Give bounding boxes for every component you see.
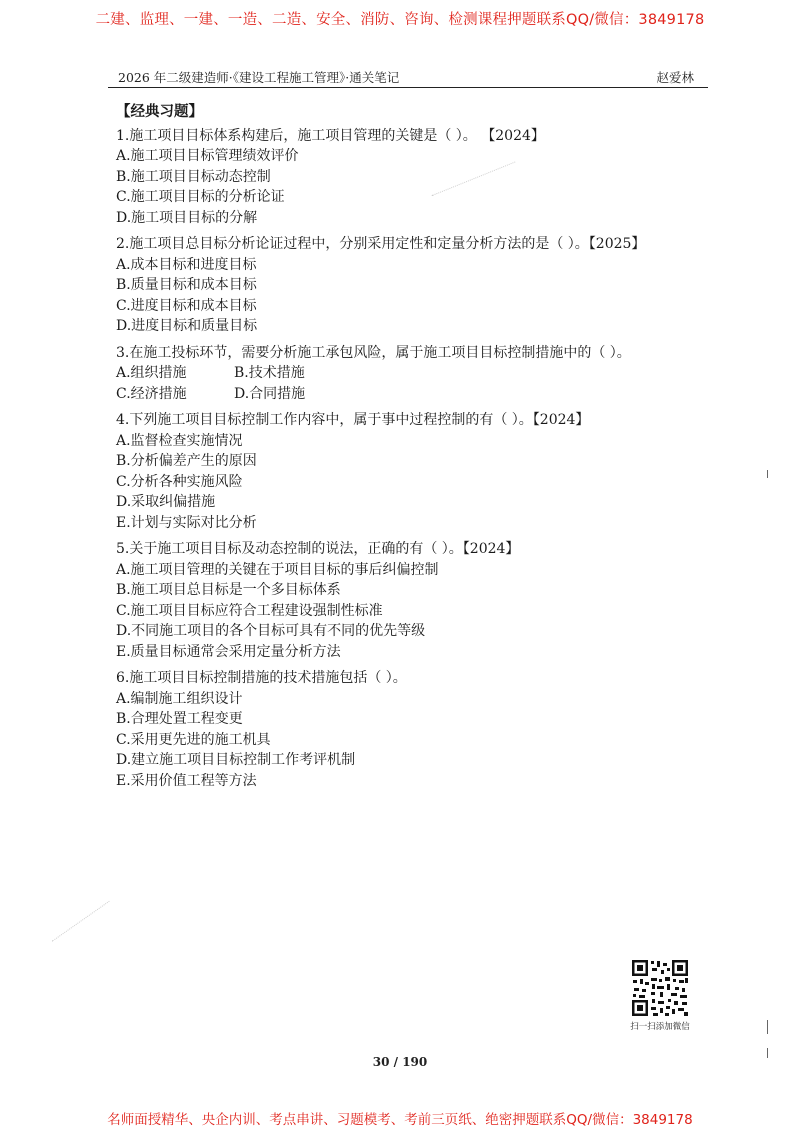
option-c: C.分析各种实施风险 — [116, 473, 243, 490]
option-b: B.施工项目目标动态控制 — [116, 168, 271, 185]
qr-code-icon — [630, 958, 690, 1018]
qr-caption: 扫一扫添加微信 — [630, 1022, 690, 1032]
option-b: B.技术措施 — [234, 365, 305, 381]
option-b: B.分析偏差产生的原因 — [116, 453, 257, 469]
question-stem: 2.施工项目总目标分析论证过程中，分别采用定性和定量分析方法的是（ ）。【2025】 — [116, 236, 646, 252]
option-e: E.计划与实际对比分析 — [116, 514, 257, 531]
option-a: A.组织措施 — [116, 365, 187, 381]
option-c: C.经济措施 — [116, 385, 187, 402]
option-a: A.施工项目目标管理绩效评价 — [116, 148, 299, 164]
option-c: C.施工项目目标的分析论证 — [116, 189, 285, 205]
option-d: D.采取纠偏措施 — [116, 494, 216, 510]
question-3 — [116, 343, 676, 405]
question-stem: 1.施工项目目标体系构建后，施工项目管理的关键是（ ）。 【2024】 — [116, 127, 545, 144]
question-2 — [116, 234, 676, 337]
option-e: E.采用价值工程等方法 — [116, 772, 257, 789]
bottom-banner: 名师面授精华、央企内训、考点串讲、习题模考、考前三页纸、绝密押题联系QQ/微信：3849178 — [107, 1112, 693, 1128]
page-number: 30 / 190 — [372, 1055, 428, 1069]
exercise-content — [116, 102, 676, 797]
question-4 — [116, 410, 676, 533]
question-6 — [116, 668, 676, 791]
option-d: D.建立施工项目目标控制工作考评机制 — [116, 752, 356, 768]
header-divider — [108, 87, 708, 88]
faint-watermark — [52, 901, 115, 949]
question-5 — [116, 539, 676, 662]
question-1 — [116, 126, 676, 229]
header-title: 2026 年二级建造师·《建设工程施工管理》·通关笔记 — [118, 70, 400, 85]
option-d: D.合同措施 — [234, 385, 306, 402]
header-author: 赵爱林 — [656, 70, 694, 85]
scan-edge-mark — [767, 1020, 768, 1034]
option-c: C.采用更先进的施工机具 — [116, 731, 271, 748]
option-row — [116, 363, 676, 384]
question-stem: 4.下列施工项目目标控制工作内容中，属于事中过程控制的有（ ）。【2024】 — [116, 412, 590, 428]
option-b: B.施工项目总目标是一个多目标体系 — [116, 582, 341, 598]
scan-edge-mark — [767, 470, 768, 478]
option-d: D.进度目标和质量目标 — [116, 318, 258, 334]
question-stem: 3.在施工投标环节，需要分析施工承包风险，属于施工项目目标控制措施中的（ ）。 — [116, 344, 631, 361]
option-c: C.进度目标和成本目标 — [116, 297, 257, 314]
option-a: A.成本目标和进度目标 — [116, 256, 257, 273]
top-banner: 二建、监理、一建、一造、二造、安全、消防、咨询、检测课程押题联系QQ/微信：3849178 — [95, 12, 705, 28]
option-e: E.质量目标通常会采用定量分析方法 — [116, 643, 341, 660]
option-d: D.不同施工项目的各个目标可具有不同的优先等级 — [116, 623, 426, 639]
section-title: 【经典习题】 — [116, 103, 203, 120]
option-a: A.施工项目管理的关键在于项目目标的事后纠偏控制 — [116, 561, 439, 578]
question-stem: 5.关于施工项目目标及动态控制的说法，正确的有（ ）。【2024】 — [116, 541, 520, 557]
option-a: A.监督检查实施情况 — [116, 432, 243, 449]
option-row — [116, 384, 676, 405]
option-c: C.施工项目目标应符合工程建设强制性标准 — [116, 602, 383, 619]
question-stem: 6.施工项目目标控制措施的技术措施包括（ ）。 — [116, 670, 407, 686]
option-d: D.施工项目目标的分解 — [116, 209, 258, 226]
option-b: B.合理处置工程变更 — [116, 711, 243, 727]
page-header — [118, 68, 694, 86]
option-a: A.编制施工组织设计 — [116, 690, 243, 707]
option-b: B.质量目标和成本目标 — [116, 277, 257, 293]
